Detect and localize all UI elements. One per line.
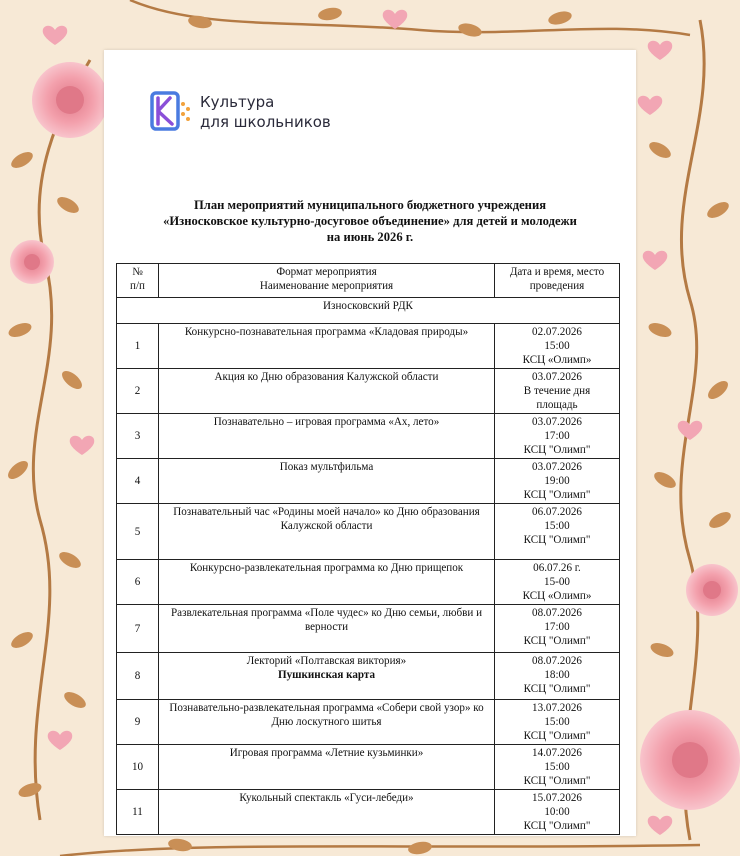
- row-number: 7: [117, 605, 159, 653]
- event-cell: [159, 324, 495, 369]
- title-line-1: План мероприятий муниципального бюджетного учреждения: [193, 198, 547, 212]
- section-row: [117, 298, 620, 324]
- event-name: Познавательно – игровая программа «Ах, лето»: [213, 416, 440, 428]
- date-cell: [495, 790, 620, 835]
- event-time: 19:00: [544, 475, 570, 487]
- event-date: 15.07.2026: [532, 792, 582, 804]
- event-place: площадь: [536, 399, 578, 411]
- event-cell: [159, 700, 495, 745]
- event-date: 06.07.26 г.: [533, 562, 581, 574]
- date-cell: [495, 560, 620, 605]
- event-date: 06.07.2026: [532, 506, 582, 518]
- row-number: 8: [117, 653, 159, 700]
- event-cell: [159, 369, 495, 414]
- event-place: КСЦ "Олимп": [523, 635, 591, 647]
- header-format: Формат мероприятия Наименование мероприятия: [159, 264, 495, 298]
- event-place: КСЦ "Олимп": [523, 489, 591, 501]
- logo-line-2: для школьников: [200, 113, 331, 131]
- row-number: 3: [117, 414, 159, 459]
- table-row: [117, 369, 620, 414]
- event-name: Кукольный спектакль «Гуси-лебеди»: [239, 792, 414, 804]
- event-date: 08.07.2026: [532, 607, 582, 619]
- row-number: 9: [117, 700, 159, 745]
- event-time: 15:00: [544, 761, 570, 773]
- date-cell: [495, 369, 620, 414]
- table-row: [117, 414, 620, 459]
- event-place: КСЦ "Олимп": [523, 683, 591, 695]
- table-row: [117, 560, 620, 605]
- event-time: 10:00: [544, 806, 570, 818]
- event-time: 17:00: [544, 621, 570, 633]
- row-number: 4: [117, 459, 159, 504]
- event-date: 08.07.2026: [532, 655, 582, 667]
- date-cell: [495, 745, 620, 790]
- table-row: [117, 459, 620, 504]
- table-row: [117, 324, 620, 369]
- event-place: КСЦ «Олимп»: [522, 354, 592, 366]
- event-time: 15:00: [544, 716, 570, 728]
- table-row: [117, 605, 620, 653]
- event-subtitle: Пушкинская карта: [277, 669, 376, 681]
- event-name: Показ мультфильма: [279, 461, 374, 473]
- events-table: [116, 263, 620, 835]
- table-body: [117, 298, 620, 835]
- logo-text: [200, 92, 331, 132]
- table-row: [117, 504, 620, 560]
- event-place: КСЦ "Олимп": [523, 534, 591, 546]
- event-time: 17:00: [544, 430, 570, 442]
- event-cell: [159, 504, 495, 560]
- row-number: 6: [117, 560, 159, 605]
- event-cell: [159, 459, 495, 504]
- event-name: Развлекательная программа «Поле чудес» ко Дню семьи, любви и верности: [170, 607, 483, 633]
- row-number: 11: [117, 790, 159, 835]
- document-title: [124, 197, 616, 245]
- event-date: 13.07.2026: [532, 702, 582, 714]
- row-number: 2: [117, 369, 159, 414]
- event-time: 15:00: [544, 340, 570, 352]
- event-date: 02.07.2026: [532, 326, 582, 338]
- document-sheet: [104, 50, 636, 836]
- logo-icon: [150, 90, 194, 134]
- date-cell: [495, 700, 620, 745]
- table-row: [117, 745, 620, 790]
- table-row: [117, 790, 620, 835]
- table-header-row: [117, 264, 620, 298]
- table-row: [117, 700, 620, 745]
- table-row: [117, 653, 620, 700]
- title-line-3: на июнь 2026 г.: [326, 230, 414, 244]
- event-name: Акция ко Дню образования Калужской области: [214, 371, 439, 383]
- event-cell: [159, 790, 495, 835]
- date-cell: [495, 324, 620, 369]
- row-number: 5: [117, 504, 159, 560]
- section-title: Износковский РДК: [117, 298, 620, 324]
- header-num: № п/п: [117, 264, 159, 298]
- event-cell: [159, 745, 495, 790]
- event-place: КСЦ "Олимп": [523, 820, 591, 832]
- event-name: Игровая программа «Летние кузьминки»: [229, 747, 424, 759]
- event-name: Лекторий «Полтавская виктория»: [246, 655, 407, 667]
- event-place: КСЦ "Олимп": [523, 730, 591, 742]
- event-time: 15:00: [544, 520, 570, 532]
- event-date: 03.07.2026: [532, 371, 582, 383]
- event-name: Конкурсно-развлекательная программа ко Дню прищепок: [189, 562, 464, 574]
- date-cell: [495, 653, 620, 700]
- event-name: Познавательно-развлекательная программа «Собери свой узор» ко Дню лоскутного шитья: [169, 702, 484, 728]
- event-time: В течение дня: [523, 385, 591, 397]
- date-cell: [495, 459, 620, 504]
- event-time: 18:00: [544, 669, 570, 681]
- event-cell: [159, 414, 495, 459]
- event-time: 15-00: [544, 576, 570, 588]
- event-name: Конкурсно-познавательная программа «Кладовая природы»: [184, 326, 469, 338]
- date-cell: [495, 504, 620, 560]
- event-place: КСЦ «Олимп»: [522, 590, 592, 602]
- header-date: Дата и время, место проведения: [495, 264, 620, 298]
- row-number: 10: [117, 745, 159, 790]
- event-date: 14.07.2026: [532, 747, 582, 759]
- logo: [150, 90, 370, 138]
- event-cell: [159, 605, 495, 653]
- event-date: 03.07.2026: [532, 416, 582, 428]
- event-place: КСЦ "Олимп": [523, 775, 591, 787]
- date-cell: [495, 414, 620, 459]
- title-line-2: «Износковское культурно-досуговое объединение» для детей и молодежи: [163, 214, 577, 228]
- date-cell: [495, 605, 620, 653]
- event-name: Познавательный час «Родины моей начало» ко Дню образования Калужской области: [173, 506, 480, 532]
- event-cell: [159, 560, 495, 605]
- logo-line-1: Культура: [200, 93, 275, 111]
- event-cell: [159, 653, 495, 700]
- event-date: 03.07.2026: [532, 461, 582, 473]
- row-number: 1: [117, 324, 159, 369]
- event-place: КСЦ "Олимп": [523, 444, 591, 456]
